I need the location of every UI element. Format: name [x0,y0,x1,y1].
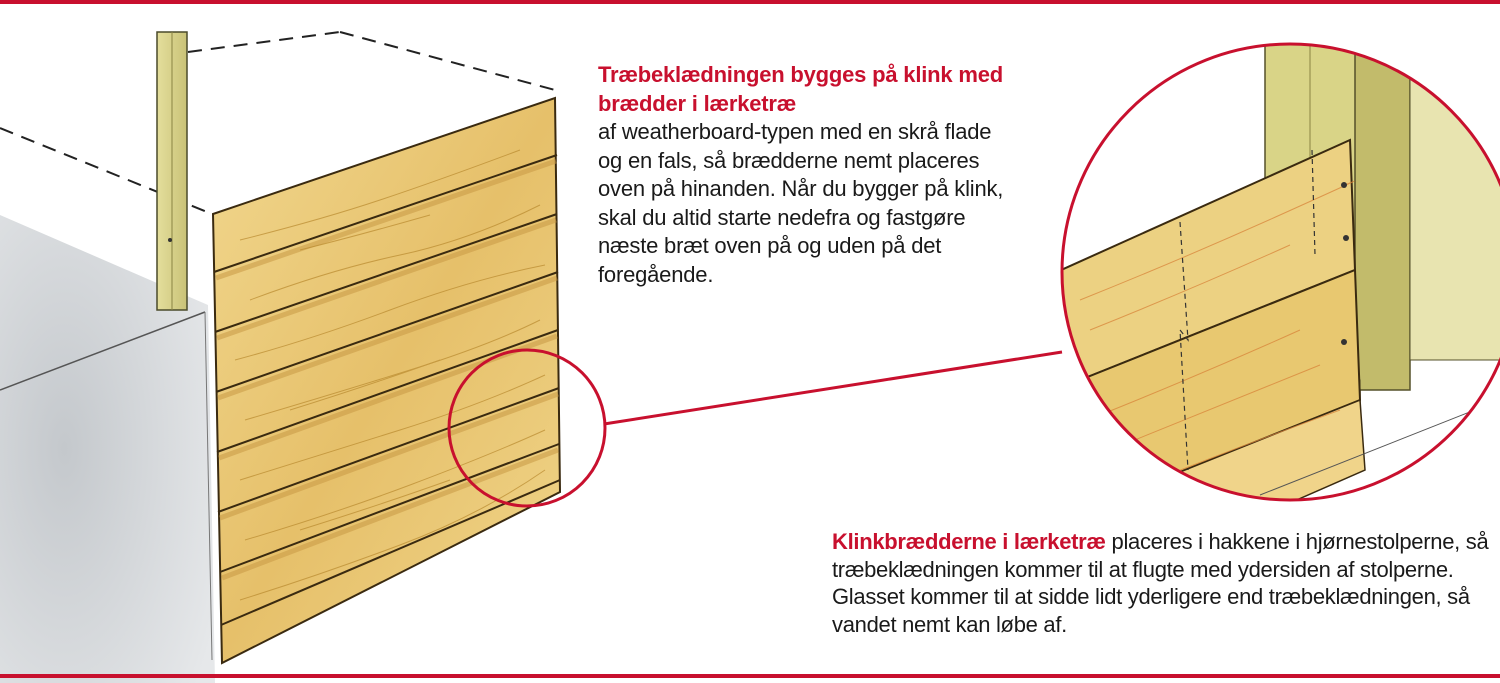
caption-top-body: af weatherboard-typen med en skrå flade og en fals, så brædderne nemt placeres oven på hinanden. Når du bygger på klink, skal du altid starte nedefra og fastgøre næste bræt oven på og uden på det foregående. [598,119,1004,287]
wood-cladding-panel [213,98,560,663]
bottom-frame-line [0,674,1500,678]
caption-bottom [832,528,1500,638]
caption-bottom-body: placeres i hakkene i hjørnestolperne, så træbeklædningen kommer til at flugte med ydersiden af stolperne. Glasset kommer til at sidde lidt yderligere end træbeklædningen, så vandet nemt kan løbe af. [832,529,1489,637]
magnified-detail [1050,30,1500,560]
caption-bottom-heading: Klinkbrædderne i lærketræ [832,529,1106,554]
corner-post [157,32,187,310]
caption-top [598,61,1018,289]
callout-connector-line [604,352,1062,424]
caption-top-heading: Træbeklædningen bygges på klink med brædder i lærketræ [598,62,1003,116]
